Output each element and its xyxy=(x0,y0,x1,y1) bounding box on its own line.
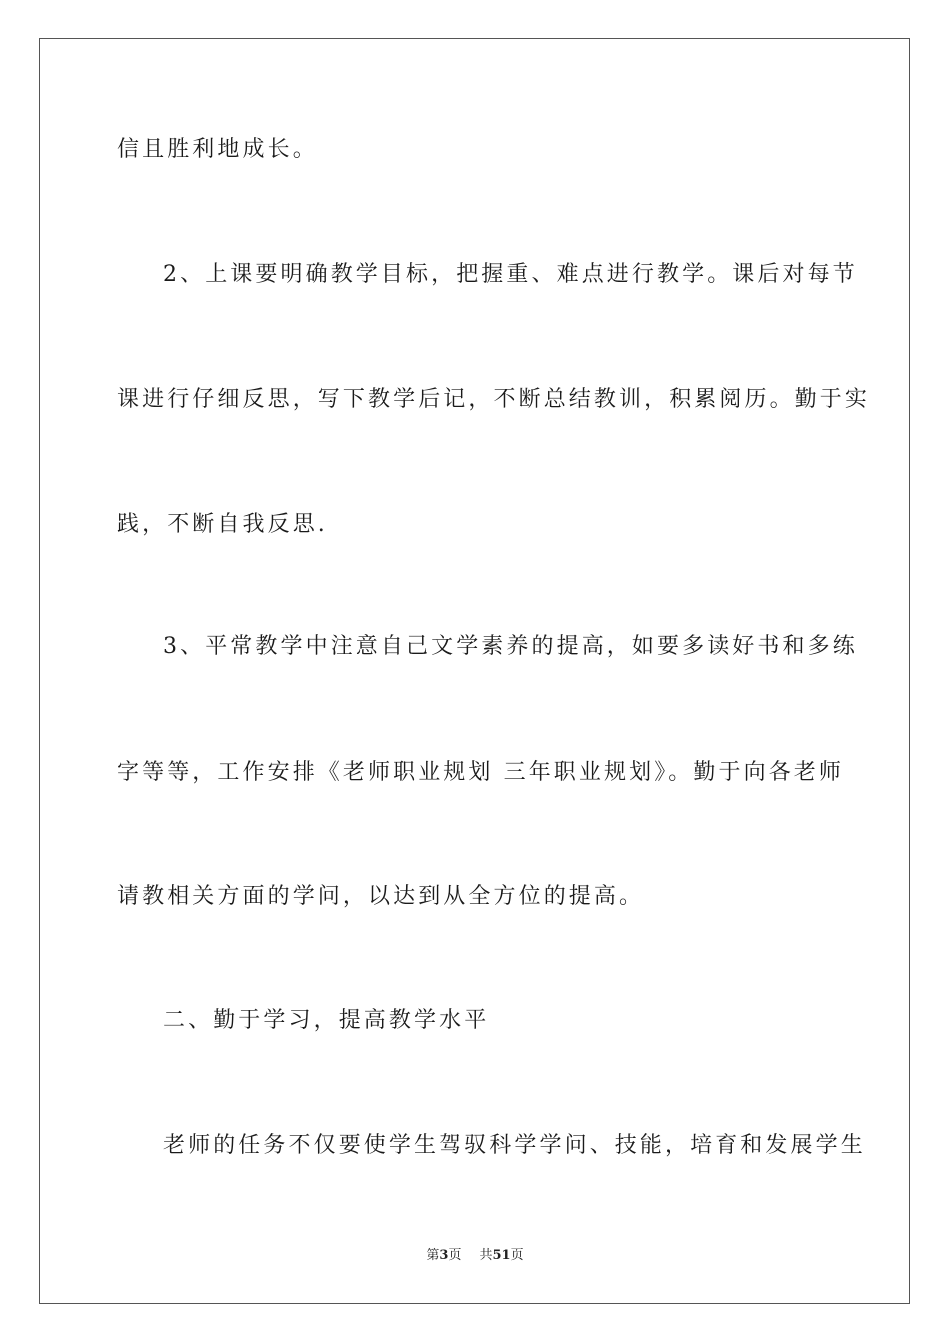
text-line-5: 3、平常教学中注意自己文学素养的提高，如要多读好书和多练 xyxy=(163,634,858,659)
footer-page-prefix: 第 xyxy=(426,1248,440,1263)
footer-page-suffix: 页 xyxy=(448,1248,462,1263)
text-line-3: 课进行仔细反思，写下教学后记，不断总结教训，积累阅历。勤于实 xyxy=(117,387,871,412)
section-heading: 二、勤于学习，提高教学水平 xyxy=(163,1008,490,1033)
footer-total-suffix: 页 xyxy=(510,1248,524,1263)
text-line-9: 老师的任务不仅要使学生驾驭科学学问、技能，培育和发展学生 xyxy=(163,1133,866,1158)
footer-total-prefix: 共 xyxy=(479,1248,493,1263)
page-frame xyxy=(39,38,910,1304)
text-line-4: 践，不断自我反思. xyxy=(117,512,328,537)
text-line-2: 2、上课要明确教学目标，把握重、难点进行教学。课后对每节 xyxy=(163,262,858,287)
text-line-1: 信且胜利地成长。 xyxy=(117,137,318,162)
footer-page-current: 3 xyxy=(439,1248,449,1263)
text-line-7: 请教相关方面的学问，以达到从全方位的提高。 xyxy=(117,884,645,909)
page-footer xyxy=(0,1248,950,1264)
text-line-6: 字等等，工作安排《老师职业规划 三年职业规划》。勤于向各老师 xyxy=(117,760,844,785)
footer-page-total: 51 xyxy=(492,1248,511,1263)
